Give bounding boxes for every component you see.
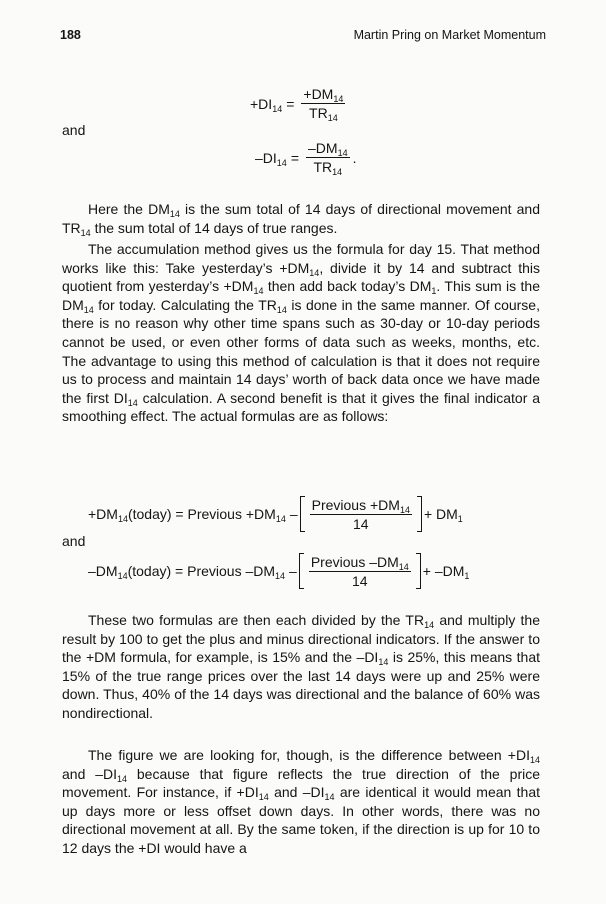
running-title: Martin Pring on Market Momentum — [353, 28, 546, 42]
minus-sign: – — [289, 506, 298, 522]
page-number: 188 — [60, 28, 81, 42]
bracket-group — [299, 553, 421, 589]
conjunction-and: and — [62, 122, 86, 138]
denominator: $TR_{14}$ — [313, 159, 343, 177]
paragraph-2: The accumulation method gives us the formula for day 15. That method works like this: Take yesterday’s $+DM_{14}$, divide it by 14 and subtract this quotient from yesterday’s $+DM_{14}$ then add back today’s $DM_1$. This sum is the $DM_{14}$ for today. Calculating the $TR_{14}$ is done in the same manner. Of course, there is no reason why other time spans such as 30-day or 10-day periods cannot be used, or even other forms of data such as weeks, months, etc. The advantage to using this method of calculation is that it does not require us to process and maintain 14 days’ worth of back data once we have made the first $DI_{14}$ calculation. A second benefit is that it gives the final indicator a smoothing effect. The actual formulas are as follows: — [62, 241, 541, 425]
equation-dm-minus-today — [88, 553, 469, 589]
equation-lhs: $+DM_{14}(today)$ = Previous $+DM_{14}$ — [88, 506, 286, 524]
equals-sign: = — [286, 95, 295, 112]
plus-term: + $-DM_1$ — [422, 563, 470, 581]
bracket-group — [300, 496, 422, 532]
fraction — [301, 86, 345, 121]
equation-dm-plus-today — [88, 496, 463, 532]
numerator: $-DM_{14}$ — [308, 140, 348, 158]
period: . — [352, 149, 357, 166]
denominator: 14 — [353, 515, 369, 532]
page-header — [60, 28, 546, 46]
fraction — [306, 140, 350, 175]
numerator: Previous $-DM_{14}$ — [310, 553, 409, 572]
fraction — [310, 497, 412, 532]
paragraph-1: Here the $DM_{14}$ is the sum total of 14 days of directional movement and $TR_{14}$ the sum total of 14 days of true ranges. — [62, 201, 541, 238]
equation-di-minus — [255, 140, 356, 175]
numerator: $+DM_{14}$ — [303, 86, 344, 104]
conjunction-and: and — [62, 533, 86, 549]
paragraph-3: These two formulas are then each divided by the $TR_{14}$ and multiply the result by 100 to get the plus and minus directional indicators. If the answer to the +DM formula, for example, is 15% and the $-DI_{14}$ is 25%, this means that 15% of the true range prices over the last 14 days were up and 25% were down. Thus, 40% of the 14 days was directional and the balance of 60% was nondirectional. — [62, 612, 540, 721]
numerator: Previous $+DM_{14}$ — [311, 496, 410, 515]
fraction — [309, 554, 411, 589]
equation-lhs: $+DI_{14}$ — [250, 95, 283, 114]
equation-lhs: $-DI_{14}$ — [255, 149, 287, 168]
plus-term: + $DM_1$ — [423, 506, 463, 524]
equation-di-plus — [250, 86, 348, 121]
denominator: $TR_{14}$ — [309, 105, 338, 123]
denominator: 14 — [352, 572, 368, 589]
equals-sign: = — [290, 149, 299, 166]
paragraph-4: The figure we are looking for, though, is the difference between $+DI_{14}$ and $-DI_{14}$ because that figure reflects the true direction of the price movement. For instance, if $+DI_{14}$ and $-DI_{14}$ are identical it would mean that up days more or less offset down days. In other words, there was no directional movement at all. By the same token, if the direction is up for 10 to 12 days the +DI would have a — [62, 747, 540, 856]
minus-sign: – — [289, 563, 297, 579]
equation-lhs: $-DM_{14}(today)$ = Previous $-DM_{14}$ — [88, 563, 286, 581]
